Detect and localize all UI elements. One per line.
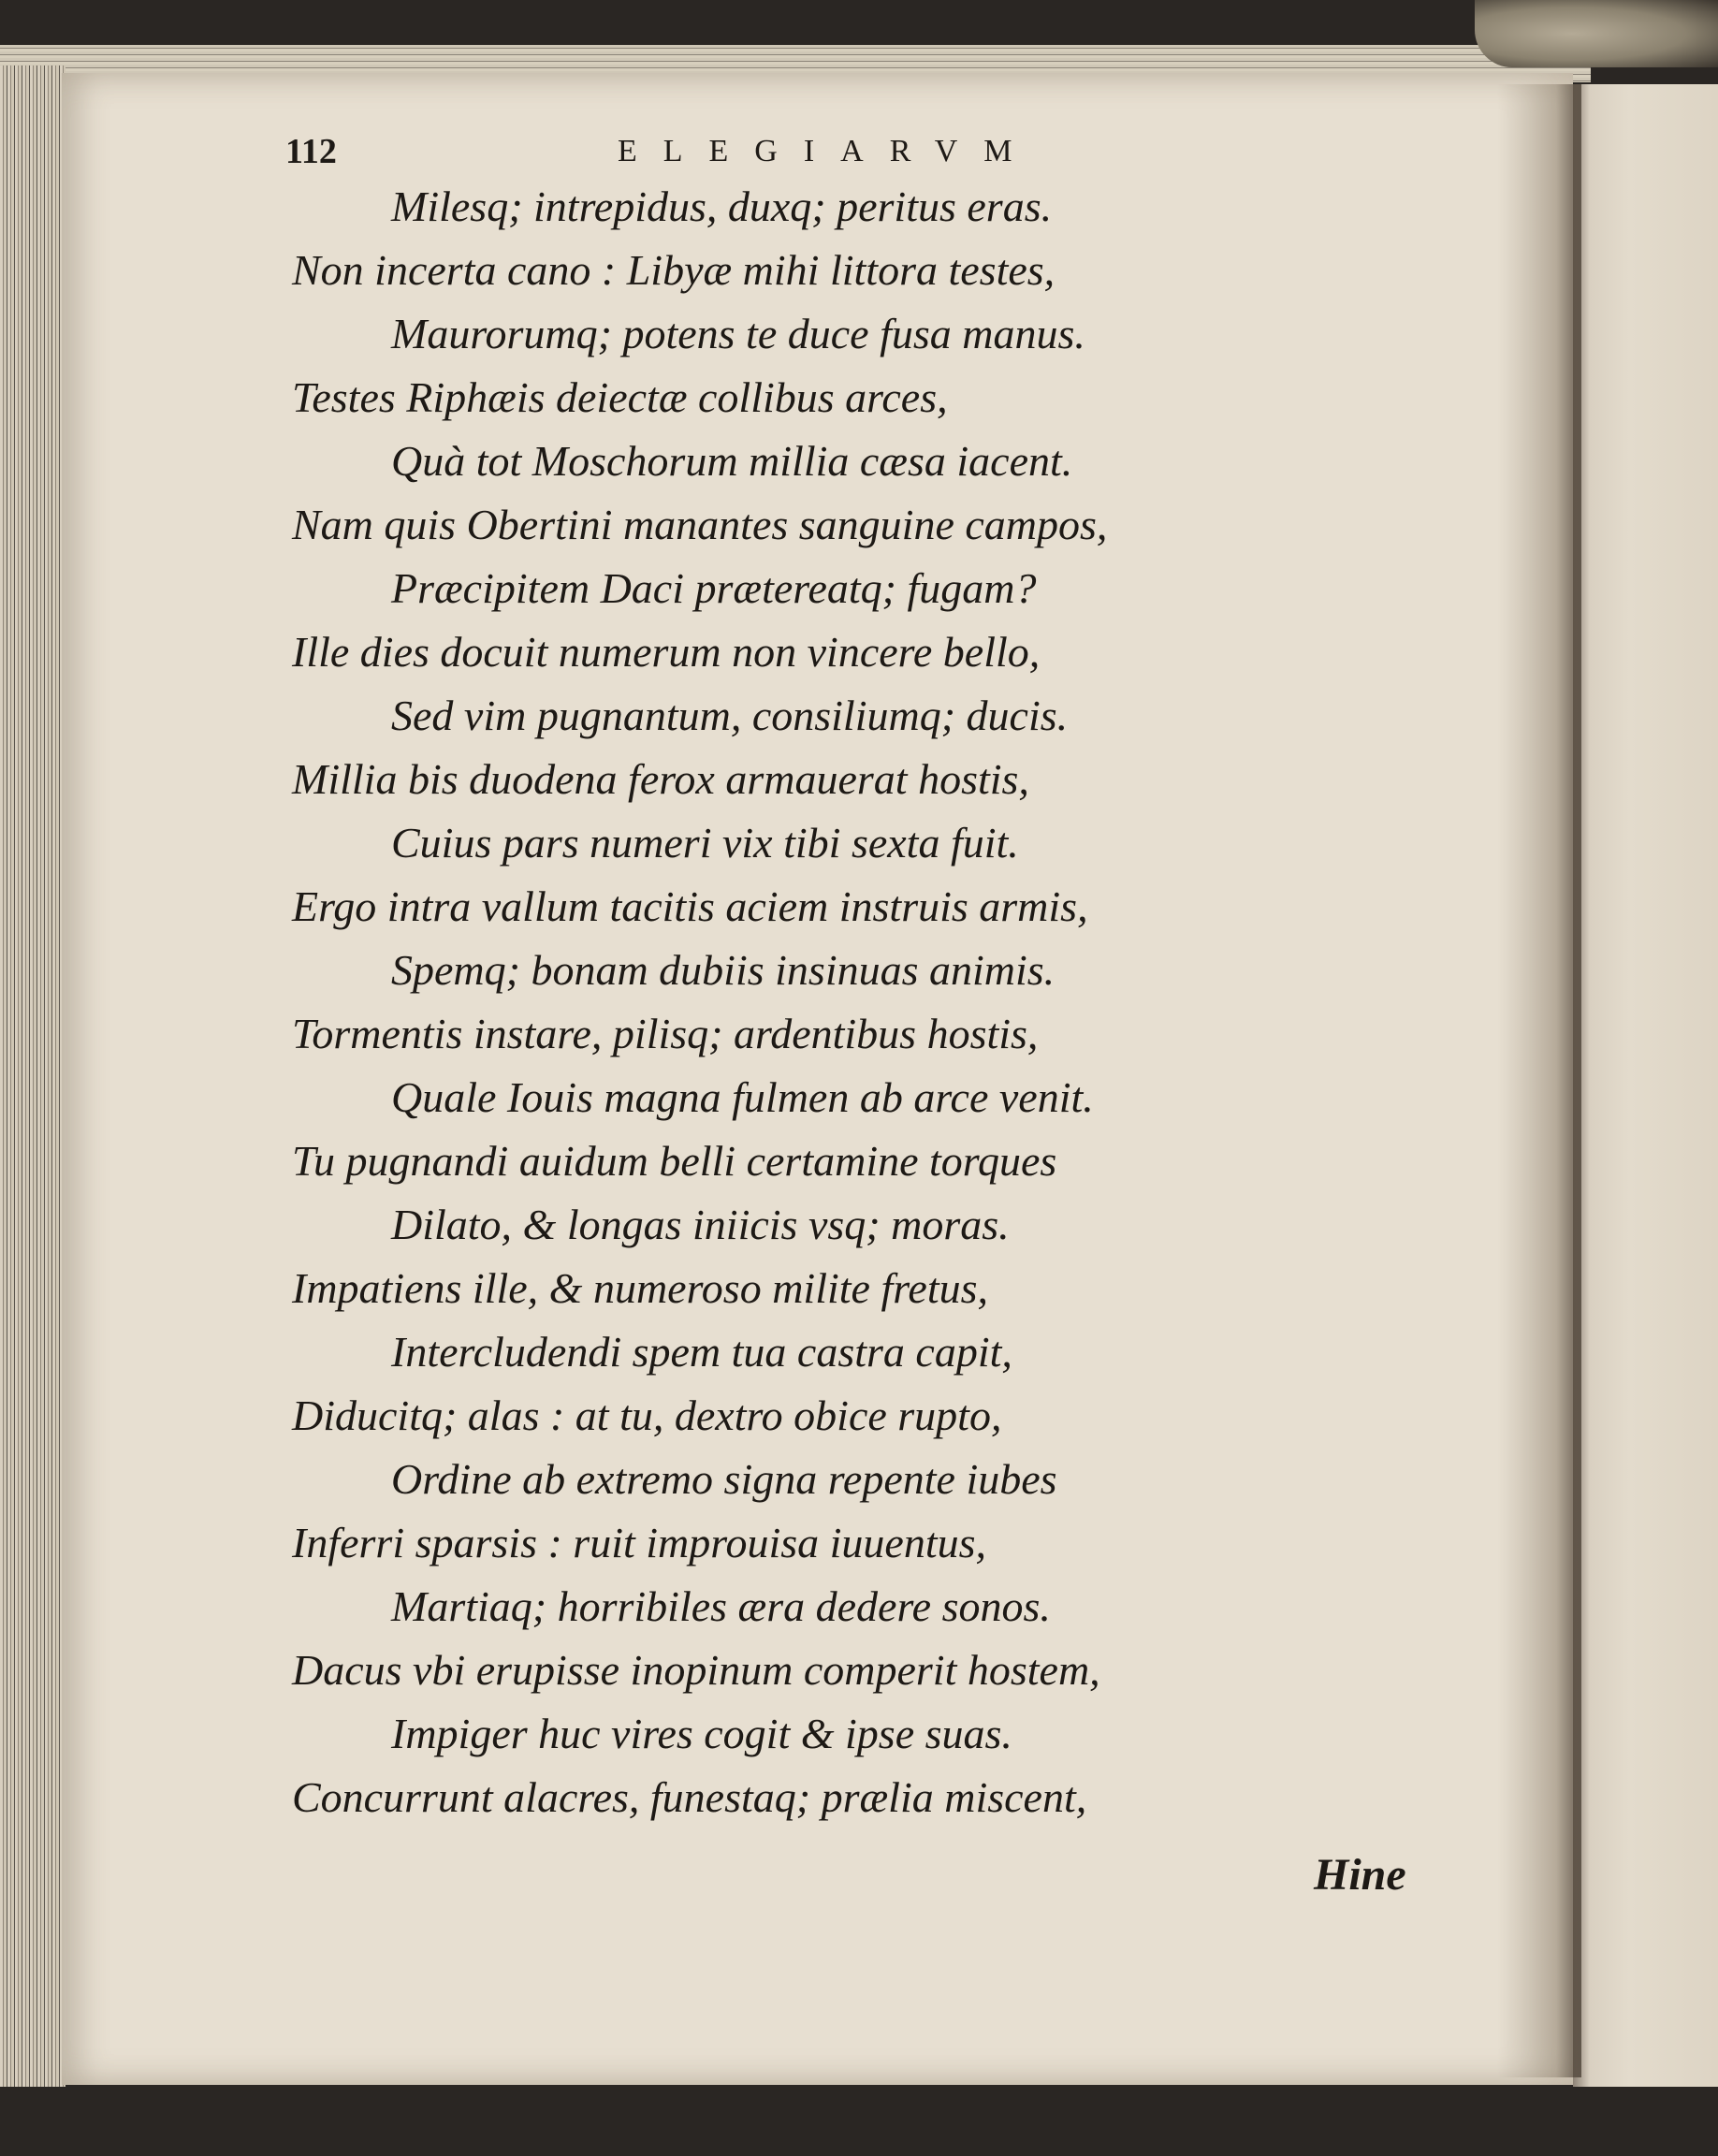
verse-line: Intercludendi spem tua castra capit,	[391, 1328, 1012, 1376]
verse-line: Non incerta cano : Libyæ mihi littora testes,	[292, 246, 1056, 294]
verse-line: Sed vim pugnantum, consiliumq; ducis.	[391, 692, 1069, 739]
verse-line: Ergo intra vallum tacitis aciem instruis armis,	[292, 882, 1088, 930]
verse-line: Impatiens ille, & numeroso milite fretus,	[292, 1264, 989, 1312]
verse-line: Nam quis Obertini manantes sanguine campos,	[292, 501, 1108, 548]
verse-line: Maurorumq; potens te duce fusa manus.	[391, 310, 1085, 357]
catchword: Hine	[1314, 1850, 1406, 1900]
verse-line: Concurrunt alacres, funestaq; prælia miscent,	[292, 1773, 1087, 1821]
verse-line: Dacus vbi erupisse inopinum comperit hostem,	[292, 1646, 1100, 1694]
verse-line: Martiaq; horribiles æra dedere sonos.	[391, 1582, 1051, 1630]
verse-line: Diducitq; alas : at tu, dextro obice rupto,	[292, 1391, 1002, 1439]
verse-line: Inferri sparsis : ruit improuisa iuuentus,	[292, 1519, 987, 1566]
verse-line: Præcipitem Daci prætereatq; fugam?	[391, 564, 1037, 612]
verse-line: Spemq; bonam dubiis insinuas animis.	[391, 946, 1056, 994]
verse-line: Tu pugnandi auidum belli certamine torques	[292, 1137, 1057, 1185]
verse-line: Ille dies docuit numerum non vincere bello,	[292, 628, 1041, 676]
verse-line: Impiger huc vires cogit & ipse suas.	[391, 1710, 1012, 1757]
verse-line: Tormentis instare, pilisq; ardentibus hostis,	[292, 1010, 1039, 1057]
verse-line: Dilato, & longas iniicis vsq; moras.	[391, 1201, 1010, 1248]
verse-line: Quale Iouis magna fulmen ab arce venit.	[391, 1073, 1094, 1121]
running-head: ELEGIARVM	[618, 134, 1039, 168]
verse-line: Ordine ab extremo signa repente iubes	[391, 1455, 1057, 1503]
verse-line: Quà tot Moschorum millia cæsa iacent.	[391, 437, 1073, 485]
verse-line: Milesq; intrepidus, duxq; peritus eras.	[391, 182, 1053, 230]
verse-line: Cuius pars numeri vix tibi sexta fuit.	[391, 819, 1019, 867]
verse-line: Testes Riphæis deiectæ collibus arces,	[292, 373, 948, 421]
page-number: 112	[285, 132, 337, 171]
verse-line: Millia bis duodena ferox armauerat hostis,	[292, 755, 1029, 803]
